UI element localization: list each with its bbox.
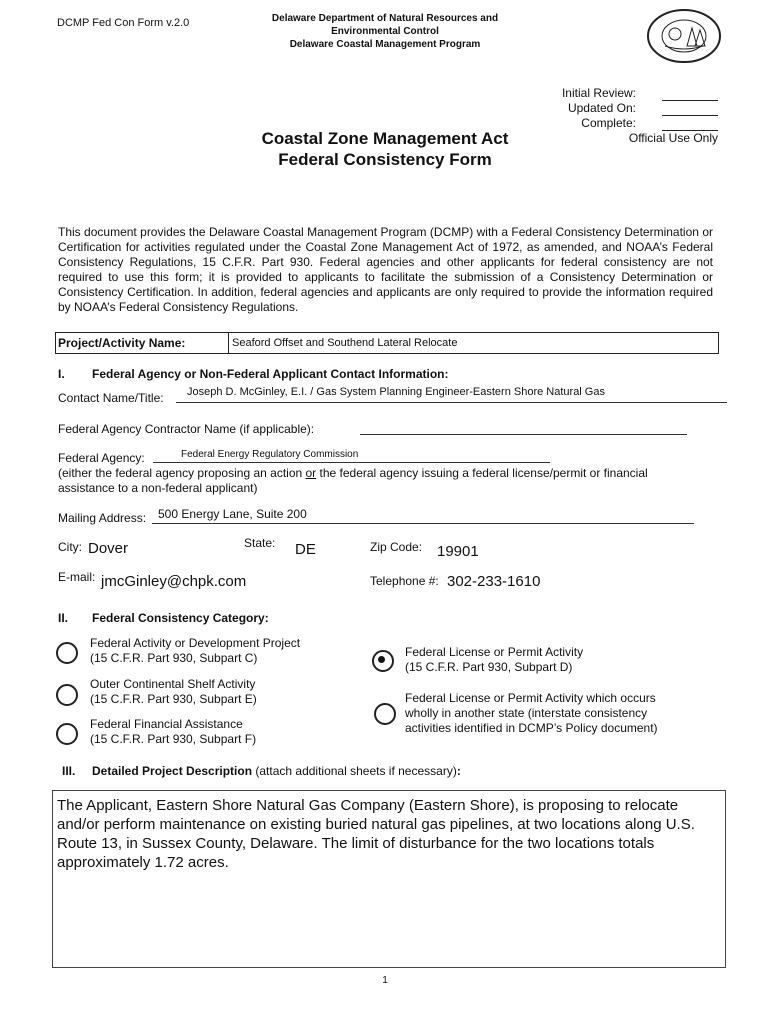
email-label: E-mail: [58, 570, 96, 584]
federal-agency-field[interactable] [153, 448, 550, 463]
option-federal-activity [90, 636, 300, 666]
dnrec-seal-icon [645, 8, 723, 64]
section-1-number: I. [58, 367, 65, 381]
agency-note-post: the federal agency issuing a federal license/permit or financial [316, 466, 648, 480]
project-name-label: Project/Activity Name: [56, 333, 229, 353]
telephone-value[interactable]: 302-233-1610 [447, 573, 541, 590]
official-use-block [562, 86, 718, 146]
mailing-address-value: 500 Energy Lane, Suite 200 [158, 507, 307, 521]
initial-review-line [662, 88, 718, 101]
section-3-colon: : [456, 764, 461, 778]
section-2-title: Federal Consistency Category: [92, 611, 269, 625]
option-federal-license-permit [405, 645, 583, 675]
official-use-caption: Official Use Only [628, 131, 718, 145]
agency-line-2: Environmental Control [331, 26, 439, 37]
option-federal-activity-line-1: Federal Activity or Development Project [90, 636, 301, 650]
mailing-address-field[interactable] [152, 507, 694, 524]
email-value[interactable]: jmcGinley@chpk.com [101, 573, 247, 590]
project-name-value[interactable]: Seaford Offset and Southend Lateral Relocate [232, 337, 458, 349]
section-3-heading [92, 764, 461, 778]
city-value[interactable]: Dover [88, 540, 129, 557]
federal-agency-value: Federal Energy Regulatory Commission [181, 449, 359, 460]
intro-paragraph: This document provides the Delaware Coastal Management Program (DCMP) with a Federal Consistency Determination or Certification for activities regulated under the Coastal Zone Management Act of 1972, as amended, and NOAA’s Federal Consistency Regulations, 15 C.F.R. Part 930. Federal agencies and other applicants for federal consistency are not required to use this form; it is provided to applicants to facilitate the submission of a Consistency Determination or Consistency Certification. In addition, federal agencies and applicants are only required to provide the information required by NOAA’s Federal Consistency Regulations. [58, 225, 713, 314]
option-interstate-line-2: wholly in another state (interstate consistency [405, 706, 648, 720]
section-2-number: II. [58, 611, 69, 625]
radio-interstate-license-permit[interactable] [374, 703, 396, 725]
contact-name-field[interactable] [176, 386, 727, 403]
option-interstate-line-3: activities identified in DCMP’s Policy document) [405, 721, 658, 735]
contact-name-value: Joseph D. McGinley, E.I. / Gas System Planning Engineer-Eastern Shore Natural Gas [187, 386, 605, 398]
option-federal-activity-line-2: (15 C.F.R. Part 930, Subpart C) [90, 651, 258, 665]
agency-note-pre: (either the federal agency proposing an action [58, 466, 306, 480]
mailing-address-label: Mailing Address: [58, 511, 147, 525]
radio-federal-activity[interactable] [56, 642, 78, 664]
option-federal-financial-assistance [90, 717, 256, 747]
state-value[interactable]: DE [295, 541, 316, 558]
agency-note-line-2: assistance to a non-federal applicant) [58, 481, 258, 495]
title-line-1: Coastal Zone Management Act [261, 129, 509, 148]
agency-line-3: Delaware Coastal Management Program [289, 39, 481, 50]
option-ocs-line-2: (15 C.F.R. Part 930, Subpart E) [90, 692, 257, 706]
complete-line [662, 118, 718, 131]
federal-agency-note [58, 466, 718, 496]
option-flp-line-2: (15 C.F.R. Part 930, Subpart D) [405, 660, 573, 674]
project-description-text: The Applicant, Eastern Shore Natural Gas Company (Eastern Shore), is proposing to relocate and/or perform maintenance on existing buried natural gas pipelines, at two locations along U.S. Route 13, in Sussex County, Delaware. The limit of disturbance for the two locations totals approximately 1.72 acres. [57, 797, 695, 871]
page-title [200, 128, 570, 170]
project-name-field [55, 332, 719, 354]
form-id: DCMP Fed Con Form v.2.0 [57, 17, 190, 29]
zip-value[interactable]: 19901 [437, 543, 479, 560]
section-3-title: Detailed Project Description [92, 764, 253, 778]
option-ocs-line-1: Outer Continental Shelf Activity [90, 677, 256, 691]
initial-review-label: Initial Review: [561, 86, 636, 100]
option-interstate-license-permit [405, 691, 658, 736]
section-3-note: (attach additional sheets if necessary) [252, 764, 457, 778]
option-flp-line-1: Federal License or Permit Activity [405, 645, 584, 659]
contractor-label: Federal Agency Contractor Name (if applicable): [58, 422, 315, 436]
agency-header [240, 12, 530, 51]
section-3-number: III. [62, 764, 76, 778]
zip-label: Zip Code: [370, 540, 423, 554]
radio-federal-financial-assistance[interactable] [56, 723, 78, 745]
agency-note-or: or [305, 466, 317, 480]
updated-on-label: Updated On: [567, 101, 636, 115]
contact-name-label: Contact Name/Title: [58, 391, 164, 405]
section-1-title: Federal Agency or Non-Federal Applicant Contact Information: [92, 367, 449, 381]
agency-line-1: Delaware Department of Natural Resources and [271, 13, 499, 24]
title-line-2: Federal Consistency Form [278, 150, 492, 169]
radio-outer-continental-shelf[interactable] [56, 684, 78, 706]
complete-label: Complete: [581, 116, 636, 130]
option-ffa-line-1: Federal Financial Assistance [90, 717, 243, 731]
state-label: State: [244, 536, 276, 550]
federal-agency-label: Federal Agency: [58, 451, 145, 465]
page-number: 1 [382, 975, 388, 986]
contractor-field[interactable] [360, 420, 687, 435]
updated-on-line [662, 103, 718, 116]
option-ffa-line-2: (15 C.F.R. Part 930, Subpart F) [90, 732, 257, 746]
radio-federal-license-permit[interactable] [372, 650, 394, 672]
telephone-label: Telephone #: [370, 574, 439, 588]
city-label: City: [58, 540, 82, 554]
option-interstate-line-1: Federal License or Permit Activity which occurs [405, 691, 656, 705]
option-outer-continental-shelf [90, 677, 257, 707]
